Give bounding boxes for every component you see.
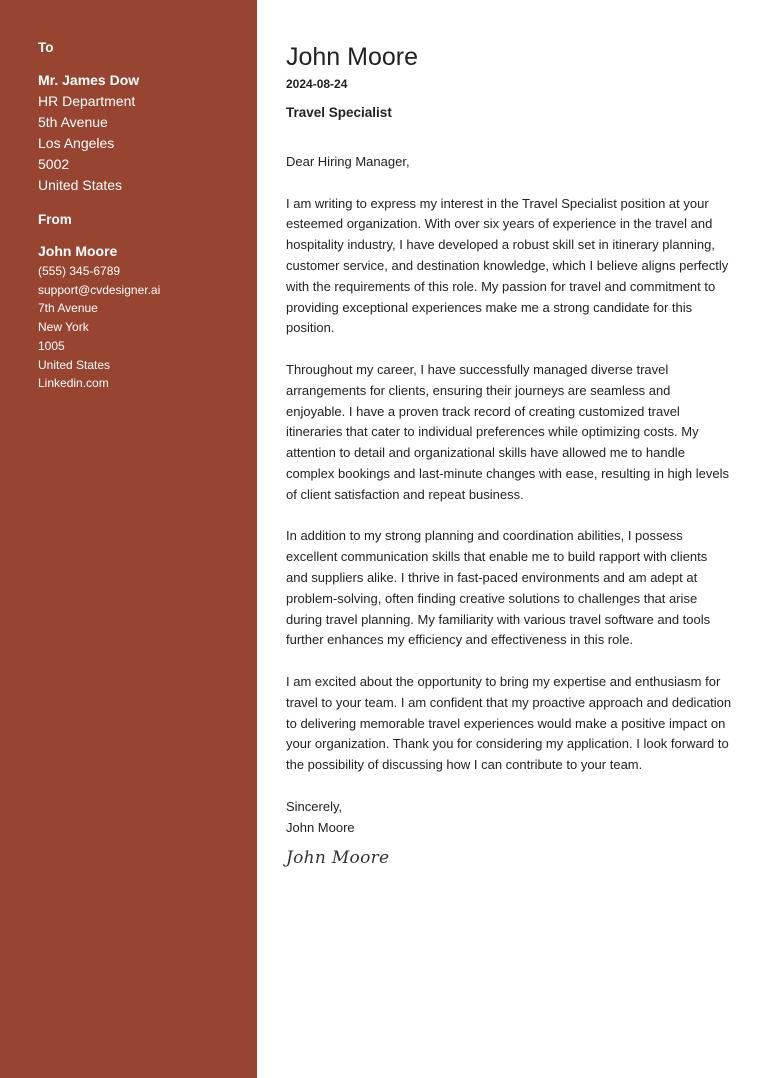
body-paragraph-4: I am excited about the opportunity to bring my expertise and enthusiasm for travel to your team. I am confident that my proactive approach and dedication to delivering memorable travel experiences would make a positive impact on your organization. Thank you for considering my application. I look forward to the possibility of discussing how I can contribute to your team. [286, 673, 732, 773]
recipient-city: Los Angeles [38, 135, 115, 151]
sender-name: John Moore [38, 243, 118, 259]
letter-date: 2024-08-24 [286, 77, 348, 91]
sender-zip: 1005 [38, 338, 65, 353]
sender-phone: (555) 345-6789 [38, 264, 121, 278]
from-heading: From [38, 212, 72, 227]
sidebar [0, 0, 257, 1078]
job-title: Travel Specialist [286, 105, 392, 120]
recipient-department: HR Department [38, 93, 136, 109]
closing: Sincerely, [286, 798, 343, 814]
sender-city: New York [38, 320, 89, 335]
recipient-name: Mr. James Dow [38, 72, 140, 88]
recipient-country: United States [38, 177, 123, 193]
sender-street: 7th Avenue [38, 301, 98, 316]
closing-name: John Moore [286, 819, 355, 835]
recipient-zip: 5002 [38, 156, 70, 172]
body-paragraph-3: In addition to my strong planning and coordination abilities, I possess excellent communication skills that enable me to build rapport with clients and suppliers alike. I thrive in fast-paced environments and am adept at problem-solving, often finding creative solutions to challenges that arise during travel planning. My familiarity with various travel software and tools further enhances my efficiency and effectiveness in this role. [286, 528, 711, 648]
signature: John Moore [286, 848, 390, 869]
to-heading: To [38, 40, 54, 55]
sender-country: United States [38, 357, 111, 372]
sender-email: support@cvdesigner.ai [38, 282, 161, 297]
salutation: Dear Hiring Manager, [286, 154, 410, 169]
body-paragraph-2: Throughout my career, I have successfully managed diverse travel arrangements for clients, ensuring their journeys are seamless and enjoyable. I have a proven track record of creating customized travel itineraries that cater to individual preferences while optimizing costs. My attention to detail and organizational skills have allowed me to handle complex bookings and last-minute changes with ease, resulting in high levels of client satisfaction and repeat business. [286, 361, 729, 502]
letter-body [286, 152, 732, 869]
recipient-street: 5th Avenue [38, 114, 108, 130]
body-paragraph-1: I am writing to express my interest in the Travel Specialist position at your esteemed organization. With over six years of experience in the travel and hospitality industry, I have developed a robust skill set in itinerary planning, customer service, and destination knowledge, which I believe aligns perfectly with the requirements of this role. My passion for travel and commitment to providing exceptional experiences make me a strong candidate for this position. [286, 195, 729, 336]
page-title: John Moore [286, 43, 419, 71]
sender-website: Linkedin.com [38, 376, 109, 391]
